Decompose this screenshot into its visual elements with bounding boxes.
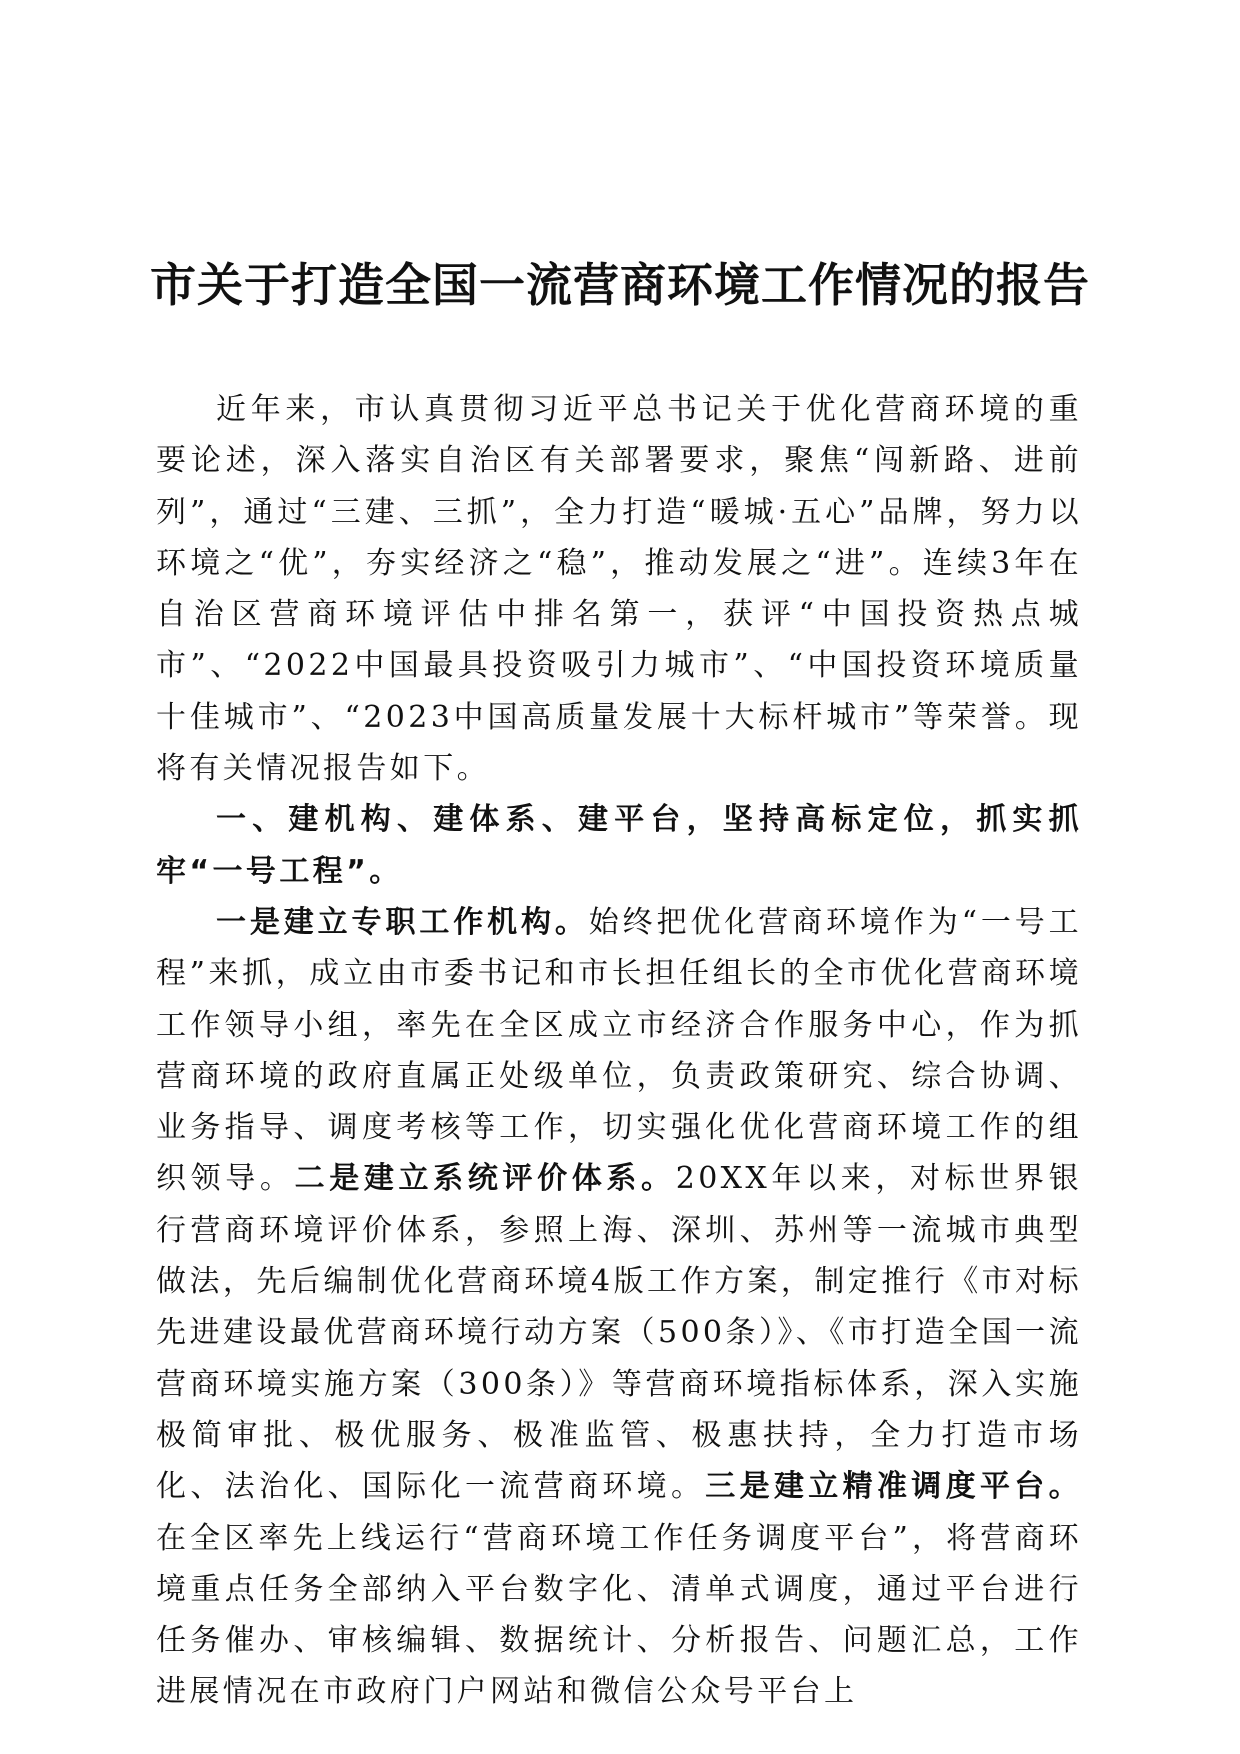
section-heading: 一、建机构、建体系、建平台，坚持高标定位，抓实抓牢“一号工程”。 (156, 802, 1082, 889)
subpoint-text-3: 在全区率先上线运行“营商环境工作任务调度平台”，将营商环境重点任务全部纳入平台数字化、清单式调度，通过平台进行任务催办、审核编辑、数据统计、分析报告、问题汇总，工作进展情况在市政府门户网站和微信公众号平台上 (156, 1520, 1082, 1710)
subpoint-lead-1: 一是建立专职工作机构。 (216, 904, 589, 940)
subpoint-text-2: 20XX年以来，对标世界银行营商环境评价体系，参照上海、深圳、苏州等一流城市典型做法，先后编制优化营商环境4版工作方案，制定推行《市对标先进建设最优营商环境行动方案（500条）》、《市打造全国一流营商环境实施方案（300条）》等营商环境指标体系，深入实施极简审批、极优服务、极准监管、极惠扶持，全力打造市场化、法治化、国际化一流营商环境。 (156, 1161, 1083, 1505)
subpoint-lead-3: 三是建立精准调度平台。 (705, 1469, 1082, 1505)
intro-paragraph: 近年来，市认真贯彻习近平总书记关于优化营商环境的重要论述，深入落实自治区有关部署要求，聚焦“闯新路、进前列”，通过“三建、三抓”，全力打造“暖城·五心”品牌，努力以环境之“优”，夯实经济之“稳”，推动发展之“进”。连续3年在自治区营商环境评估中排名第一，获评“中国投资热点城市”、“2022中国最具投资吸引力城市”、“中国投资环境质量十佳城市”、“2023中国高质量发展十大标杆城市”等荣誉。现将有关情况报告如下。 (156, 392, 1082, 787)
document-title: 市关于打造全国一流营商环境工作情况的报告 (150, 258, 1090, 312)
subpoint-lead-2: 二是建立系统评价体系。 (294, 1161, 676, 1197)
section-paragraph (156, 897, 1082, 1718)
document-body (156, 384, 1082, 1718)
subpoint-text-1: 始终把优化营商环境作为“一号工程”来抓，成立由市委书记和市长担任组长的全市优化营商环境工作领导小组，率先在全区成立市经济合作服务中心，作为抓营商环境的政府直属正处级单位，负责政策研究、综合协调、业务指导、调度考核等工作，切实强化优化营商环境工作的组织领导。 (156, 904, 1082, 1197)
